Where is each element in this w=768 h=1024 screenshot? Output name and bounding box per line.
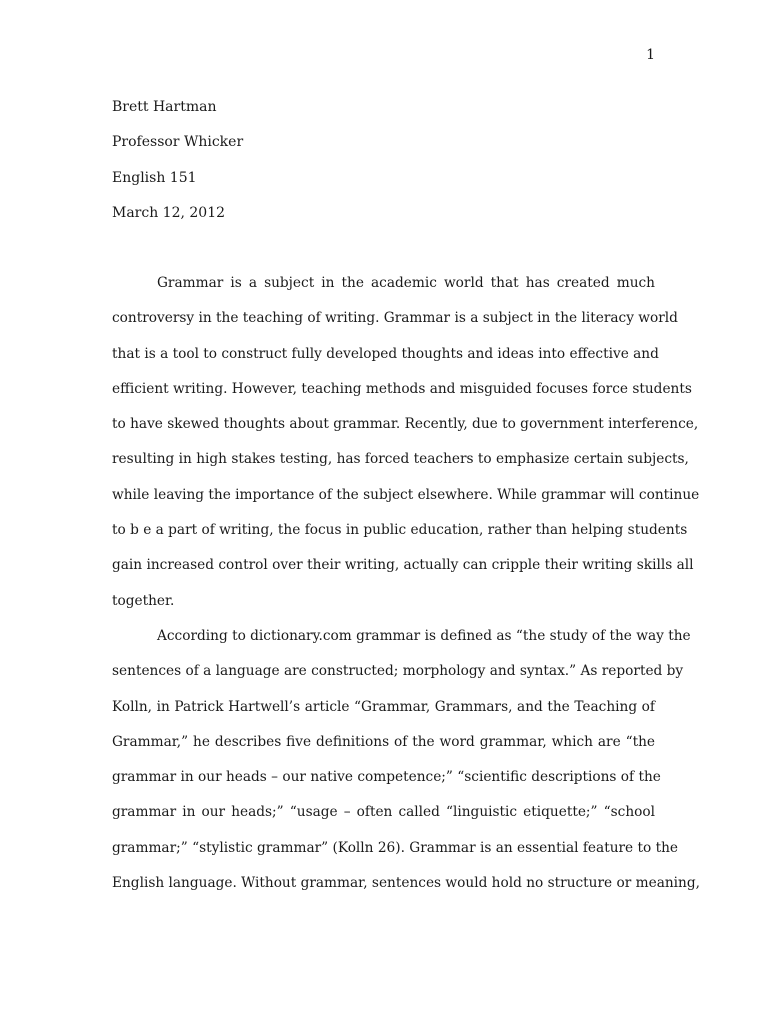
page-number: 1	[646, 47, 655, 63]
text-line: grammar in our heads – our native competence;” “scientific descriptions of the	[112, 769, 661, 786]
essay-header	[112, 90, 656, 231]
essay-body	[112, 266, 700, 901]
text-line: to have skewed thoughts about grammar. Recently, due to government interference,	[112, 416, 699, 433]
text-line: grammar;” “stylistic grammar” (Kolln 26). Grammar is an essential feature to the	[112, 839, 679, 856]
text-line: English language. Without grammar, sentences would hold no structure or meaning,	[112, 875, 700, 892]
text-line: gain increased control over their writing, actually can cripple their writing skills all	[112, 557, 694, 574]
author-name: Brett Hartman	[112, 99, 217, 115]
text-line: that is a tool to construct fully developed thoughts and ideas into effective and	[112, 345, 659, 362]
text-line: According to dictionary.com grammar is defined as “the study of the way the	[157, 627, 691, 644]
paragraph-2	[112, 619, 700, 901]
text-line: sentences of a language are constructed; morphology and syntax.” As reported by	[112, 663, 684, 680]
text-line: together.	[112, 592, 175, 609]
professor-name: Professor Whicker	[112, 134, 244, 151]
text-line: Grammar,” he describes five definitions of the word grammar, which are “the	[112, 733, 655, 750]
paragraph-1	[112, 266, 700, 619]
text-line: resulting in high stakes testing, has forced teachers to emphasize certain subjects,	[112, 451, 689, 468]
text-line: to b e a part of writing, the focus in public education, rather than helping students	[112, 522, 688, 539]
essay-date: March 12, 2012	[112, 204, 226, 221]
text-line: efficient writing. However, teaching methods and misguided focuses force students	[112, 380, 692, 397]
text-line: Grammar is a subject in the academic world that has created much	[157, 275, 655, 291]
course-name: English 151	[112, 169, 197, 186]
text-line: controversy in the teaching of writing. Grammar is a subject in the literacy world	[112, 310, 678, 327]
text-line: while leaving the importance of the subject elsewhere. While grammar will continue	[112, 486, 700, 503]
text-line: grammar in our heads;” “usage – often called “linguistic etiquette;” “school	[112, 804, 655, 821]
text-line: Kolln, in Patrick Hartwell’s article “Grammar, Grammars, and the Teaching of	[112, 698, 655, 715]
